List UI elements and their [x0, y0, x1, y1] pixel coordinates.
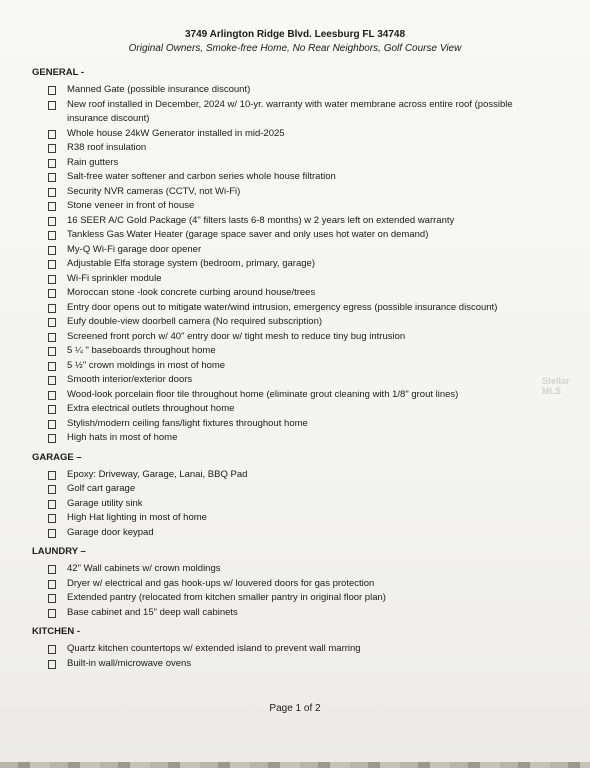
checkbox[interactable]	[48, 217, 56, 226]
item-text: Built-in wall/microwave ovens	[67, 657, 192, 669]
list-item	[30, 402, 550, 417]
feature-list	[30, 66, 550, 673]
kitchen-items	[30, 642, 550, 671]
list-item	[30, 286, 550, 301]
page-title: 3749 Arlington Ridge Blvd. Leesburg FL 34748	[184, 29, 406, 40]
checkbox[interactable]	[48, 159, 56, 168]
item-text: Screened front porch w/ 40" entry door w/ tight mesh to reduce tiny bug intrusion	[67, 330, 406, 342]
checkbox[interactable]	[48, 376, 56, 385]
checkbox[interactable]	[48, 231, 56, 240]
checkbox[interactable]	[48, 101, 56, 110]
list-item	[30, 98, 550, 127]
checkbox[interactable]	[48, 246, 56, 255]
item-text: Epoxy: Driveway, Garage, Lanai, BBQ Pad	[67, 468, 248, 480]
item-text: Salt-free water softener and carbon series whole house filtration	[67, 171, 336, 182]
list-item	[30, 83, 550, 98]
item-text: Stylish/modern ceiling fans/light fixtures throughout home	[67, 417, 308, 429]
section-laundry	[30, 545, 550, 620]
page-number: Page 1 of 2	[269, 703, 321, 714]
watermark: Stellar MLS	[542, 376, 570, 396]
checkbox[interactable]	[48, 434, 56, 443]
item-text: R38 roof insulation	[67, 142, 147, 153]
list-item	[30, 497, 550, 512]
checkbox[interactable]	[48, 609, 56, 618]
item-text: Garage utility sink	[67, 497, 143, 509]
item-text: Extra electrical outlets throughout home	[67, 403, 235, 414]
item-text: Tankless Gas Water Heater (garage space saver and only uses hot water on demand)	[67, 229, 429, 240]
section-heading-kitchen: KITCHEN -	[32, 626, 81, 637]
list-item	[30, 417, 550, 432]
item-text: High Hat lighting in most of home	[67, 512, 207, 523]
list-item	[30, 511, 550, 526]
item-text: Entry door opens out to mitigate water/wind intrusion, emergency egress (possible insurance discount)	[67, 301, 498, 313]
checkbox[interactable]	[48, 188, 56, 197]
checkbox[interactable]	[48, 260, 56, 269]
item-text: Whole house 24kW Generator installed in mid-2025	[67, 127, 285, 139]
item-text: Base cabinet and 15" deep wall cabinets	[67, 606, 238, 618]
list-item	[30, 562, 550, 577]
list-item	[30, 577, 550, 592]
list-item	[30, 373, 550, 388]
list-item	[30, 330, 550, 345]
checkbox[interactable]	[48, 645, 56, 654]
item-text: Security NVR cameras (CCTV, not Wi-Fi)	[67, 185, 241, 197]
list-item	[30, 526, 550, 541]
garage-items	[30, 468, 550, 541]
scan-edge	[0, 762, 590, 768]
list-item	[30, 606, 550, 621]
item-text: Golf cart garage	[67, 483, 136, 494]
page-subtitle: Original Owners, Smoke-free Home, No Rear Neighbors, Golf Course View	[128, 43, 462, 54]
item-text: Eufy double-view doorbell camera (No required subscription)	[67, 316, 323, 327]
item-text: High hats in most of home	[67, 432, 178, 443]
item-text: Stone veneer in front of house	[67, 200, 195, 211]
list-item	[30, 243, 550, 258]
checkbox[interactable]	[48, 333, 56, 342]
list-item	[30, 156, 550, 171]
checkbox[interactable]	[48, 514, 56, 523]
item-text: Smooth interior/exterior doors	[67, 374, 193, 385]
item-text: New roof installed in December, 2024 w/ 10-yr. warranty with water membrane across entire roof (possible insurance discount)	[67, 98, 513, 124]
general-items	[30, 83, 550, 446]
list-item	[30, 431, 550, 446]
checkbox[interactable]	[48, 289, 56, 298]
list-item	[30, 657, 550, 672]
list-item	[30, 468, 550, 483]
section-general	[30, 66, 550, 446]
checkbox[interactable]	[48, 144, 56, 153]
checkbox[interactable]	[48, 500, 56, 509]
checkbox[interactable]	[48, 130, 56, 139]
list-item	[30, 482, 550, 497]
list-item	[30, 170, 550, 185]
list-item	[30, 388, 550, 403]
checkbox[interactable]	[48, 660, 56, 669]
item-text: 42" Wall cabinets w/ crown moldings	[67, 563, 221, 574]
section-garage	[30, 451, 550, 541]
checkbox[interactable]	[48, 202, 56, 211]
item-text: Moroccan stone -look concrete curbing around house/trees	[67, 287, 316, 298]
checkbox[interactable]	[48, 580, 56, 589]
item-text: Garage door keypad	[67, 526, 154, 538]
section-heading-laundry: LAUNDRY –	[32, 546, 86, 557]
checkbox[interactable]	[48, 318, 56, 327]
checkbox[interactable]	[48, 173, 56, 182]
list-item	[30, 591, 550, 606]
checkbox[interactable]	[48, 565, 56, 574]
list-item	[30, 359, 550, 374]
checkbox[interactable]	[48, 86, 56, 95]
item-text: My-Q Wi-Fi garage door opener	[67, 243, 202, 255]
checkbox[interactable]	[48, 485, 56, 494]
list-item	[30, 301, 550, 316]
checkbox[interactable]	[48, 347, 56, 356]
section-heading-general: GENERAL -	[32, 67, 85, 78]
checkbox[interactable]	[48, 471, 56, 480]
item-text: 5 ½" crown moldings in most of home	[67, 359, 226, 371]
checkbox[interactable]	[48, 362, 56, 371]
checkbox[interactable]	[48, 391, 56, 400]
list-item	[30, 199, 550, 214]
item-text: Quartz kitchen countertops w/ extended island to prevent wall marring	[67, 643, 361, 654]
list-item	[30, 127, 550, 142]
section-kitchen	[30, 625, 550, 671]
checkbox[interactable]	[48, 594, 56, 603]
checkbox[interactable]	[48, 275, 56, 284]
item-text: Wood-look porcelain floor tile throughout home (eliminate grout cleaning with 1/8" grout lines)	[67, 388, 459, 400]
checkbox[interactable]	[48, 405, 56, 414]
list-item	[30, 141, 550, 156]
checkbox[interactable]	[48, 420, 56, 429]
item-text: Adjustable Elfa storage system (bedroom, primary, garage)	[67, 258, 315, 269]
list-item	[30, 642, 550, 657]
list-item	[30, 257, 550, 272]
list-item	[30, 272, 550, 287]
checkbox[interactable]	[48, 304, 56, 313]
laundry-items	[30, 562, 550, 620]
item-text: Rain gutters	[67, 156, 119, 168]
list-item	[30, 185, 550, 200]
list-item	[30, 315, 550, 330]
section-heading-garage: GARAGE –	[32, 451, 82, 463]
item-text: Dryer w/ electrical and gas hook-ups w/ louvered doors for gas protection	[67, 577, 375, 589]
item-text: 16 SEER A/C Gold Package (4" filters lasts 6-8 months) w 2 years left on extended warranty	[67, 214, 455, 226]
item-text: Extended pantry (relocated from kitchen smaller pantry in original floor plan)	[67, 592, 386, 603]
list-item	[30, 228, 550, 243]
checkbox[interactable]	[48, 529, 56, 538]
item-text: 5 ¼ " baseboards throughout home	[67, 345, 216, 356]
list-item	[30, 214, 550, 229]
item-text: Manned Gate (possible insurance discount)	[67, 84, 251, 95]
list-item	[30, 344, 550, 359]
item-text: Wi-Fi sprinkler module	[67, 272, 162, 284]
